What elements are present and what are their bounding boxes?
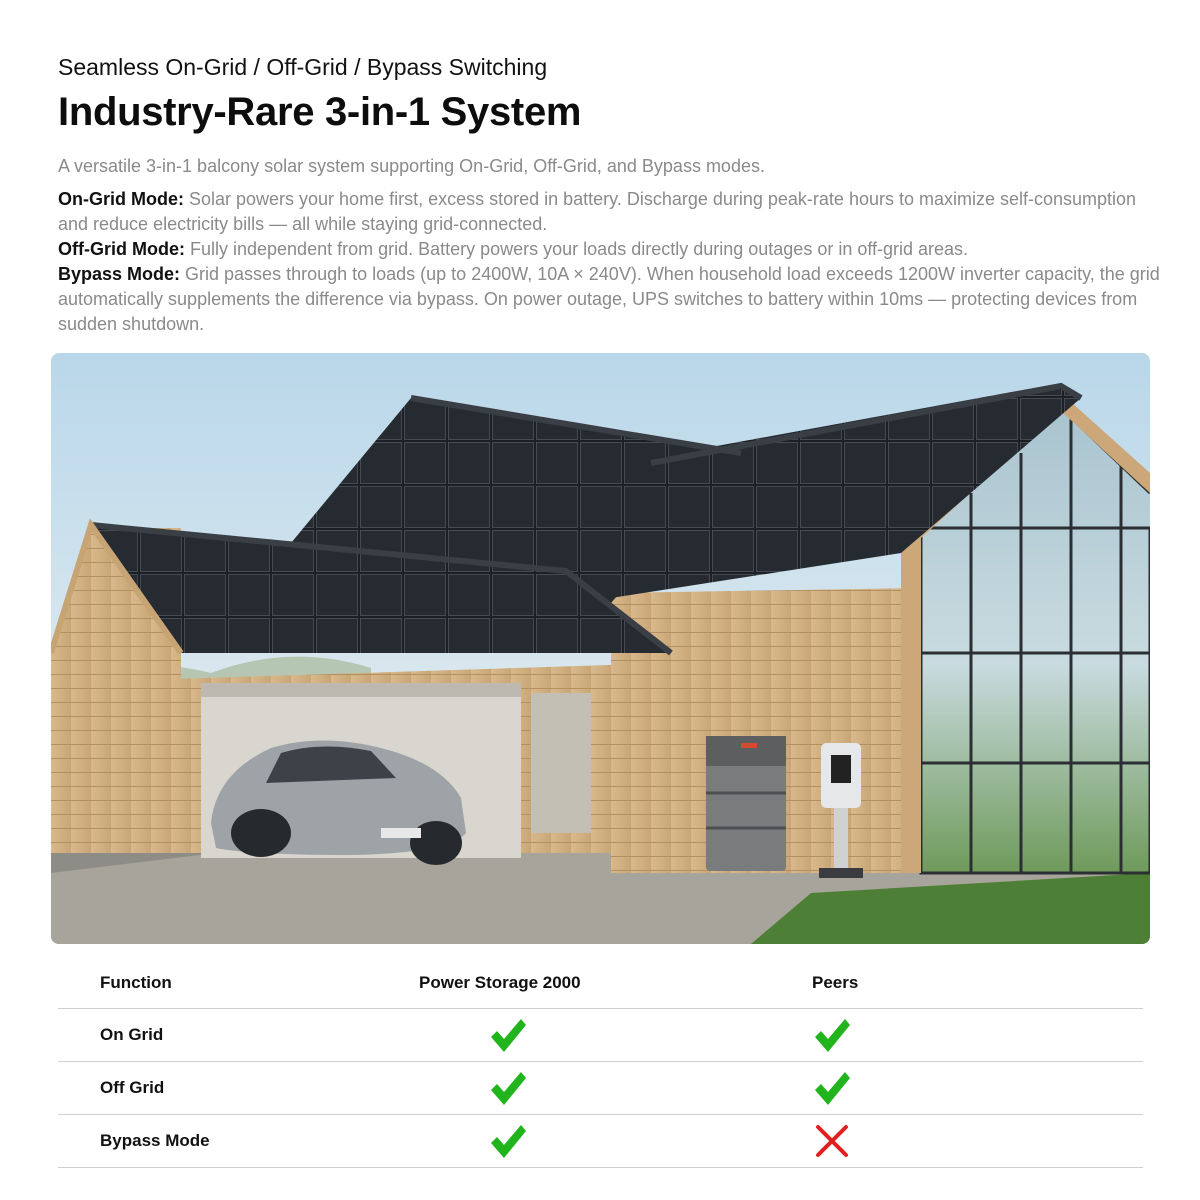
mode-descriptions [58,187,1168,337]
intro-text: A versatile 3-in-1 balcony solar system supporting On-Grid, Off-Grid, and Bypass modes. [58,156,765,176]
function-name: Off Grid [100,1078,165,1097]
column-header-peers: Peers [812,973,859,992]
function-name: On Grid [100,1025,164,1044]
house-solar-photo [51,353,1150,944]
off-grid-mode-description [58,237,1168,262]
table-row [58,1009,1143,1062]
mode-text: Solar powers your home first, excess stored in battery. Discharge during peak-rate hours to maximize self-consumption and reduce electricity bills — all while staying grid-connected. [58,189,1137,234]
check-icon [418,1009,598,1061]
check-icon [418,1062,598,1114]
check-icon [742,1062,922,1114]
mode-text: Fully independent from grid. Battery powers your loads directly during outages or in off-grid areas. [184,239,969,259]
mode-label: On-Grid Mode: [58,189,184,209]
mode-text: Grid passes through to loads (up to 2400W, 10A × 240V). When household load exceeds 1200W inverter capacity, the grid automatically supplements the difference via bypass. On power outage, UPS switches to battery within 10ms — protecting devices from sudden shutdown. [58,264,1160,334]
table-row [58,1115,1143,1168]
table-header-row [58,958,1143,1009]
bypass-mode-description [58,262,1168,337]
comparison-table [58,958,1143,1168]
on-grid-mode-description [58,187,1168,237]
house-solar-illustration [51,353,1150,944]
page-title: Industry-Rare 3-in-1 System [58,90,582,134]
page-subtitle: Seamless On-Grid / Off-Grid / Bypass Switching [58,54,548,80]
check-icon [742,1009,922,1061]
table-row [58,1062,1143,1115]
column-header-product: Power Storage 2000 [419,973,581,992]
function-name: Bypass Mode [100,1131,210,1150]
mode-label: Bypass Mode: [58,264,181,284]
check-icon [418,1115,598,1167]
column-header-function: Function [100,973,172,992]
mode-label: Off-Grid Mode: [58,239,185,259]
cross-icon [742,1115,922,1167]
